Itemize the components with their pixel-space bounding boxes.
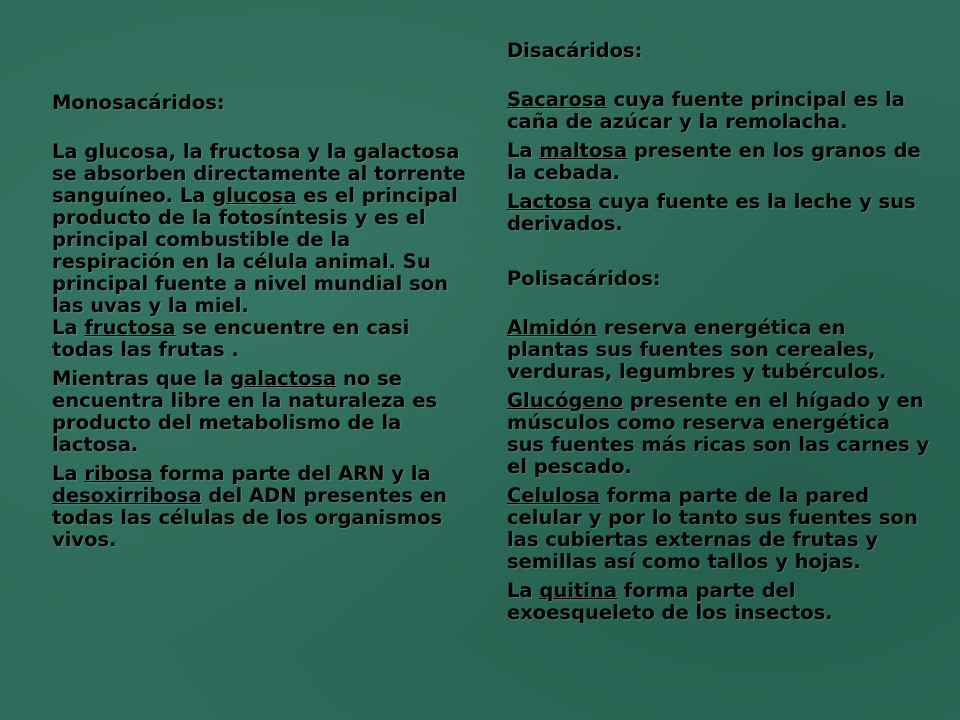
ribosa-term: ribosa: [84, 462, 153, 485]
polysaccharides-heading: Polisacáridos:: [507, 267, 661, 290]
text: La: [52, 316, 85, 339]
glucose-paragraph: [52, 141, 472, 361]
text: La: [507, 139, 540, 162]
maltosa-paragraph: [507, 140, 932, 184]
disaccharides-heading: Disacáridos:: [507, 39, 643, 62]
text: presente en el hígado y en músculos como reserva energética sus fuentes más ricas son las carnes y el pescado.: [507, 389, 930, 478]
text: se encuentre en casi todas las frutas .: [52, 316, 410, 361]
text: La: [507, 579, 540, 602]
fructosa-term: fructosa: [84, 316, 176, 339]
text: forma parte del exoesqueleto de los insectos.: [507, 579, 833, 624]
quitina-paragraph: [507, 580, 932, 624]
text: presente en los granos de la cebada.: [507, 139, 921, 184]
text: del ADN presentes en todas las células de los organismos vivos.: [52, 484, 447, 551]
celulosa-term: Celulosa: [507, 484, 600, 507]
sacarosa-paragraph: [507, 89, 932, 133]
text: cuya fuente principal es la caña de azúcar y la remolacha.: [507, 88, 905, 133]
text: forma parte de la pared celular y por lo tanto sus fuentes son las cubiertas externas de frutas y semillas así como tallos y hojas.: [507, 484, 918, 573]
lactosa-paragraph: [507, 191, 932, 235]
text: Mientras que la: [52, 367, 231, 390]
disaccharides-polysaccharides-column: [507, 40, 932, 631]
glucogeno-term: Glucógeno: [507, 389, 623, 412]
text: reserva energética en plantas sus fuentes son cereales, verduras, legumbres y tubérculos.: [507, 316, 887, 383]
celulosa-paragraph: [507, 485, 932, 573]
monosaccharides-heading: Monosacáridos:: [52, 91, 225, 114]
ribose-paragraph: [52, 463, 472, 551]
text: La glucosa, la fructosa y la galactosa se absorben directamente al torrente sanguíneo. La: [52, 140, 466, 207]
monosaccharides-column: [52, 92, 472, 558]
text: forma parte del ARN y la: [152, 462, 431, 485]
section-gap: [507, 242, 932, 268]
text: La: [52, 462, 85, 485]
almidon-term: Almidón: [507, 316, 598, 339]
glucogeno-paragraph: [507, 390, 932, 478]
galactosa-term: galactosa: [230, 367, 337, 390]
text: es el principal producto de la fotosíntesis y es el principal combustible de la respiración en la célula animal. Su principal fuente a nivel mundial son las uvas y la miel.: [52, 184, 458, 317]
desoxirribosa-term: desoxirribosa: [52, 484, 202, 507]
maltosa-term: maltosa: [539, 139, 628, 162]
glucosa-term: glucosa: [212, 184, 297, 207]
galactose-paragraph: [52, 368, 472, 456]
quitina-term: quitina: [539, 579, 617, 602]
sacarosa-term: Sacarosa: [507, 88, 607, 111]
lactosa-term: Lactosa: [507, 190, 592, 213]
almidon-paragraph: [507, 317, 932, 383]
text: cuya fuente es la leche y sus derivados.: [507, 190, 916, 235]
text: no se encuentra libre en la naturaleza es producto del metabolismo de la lactosa.: [52, 367, 438, 456]
